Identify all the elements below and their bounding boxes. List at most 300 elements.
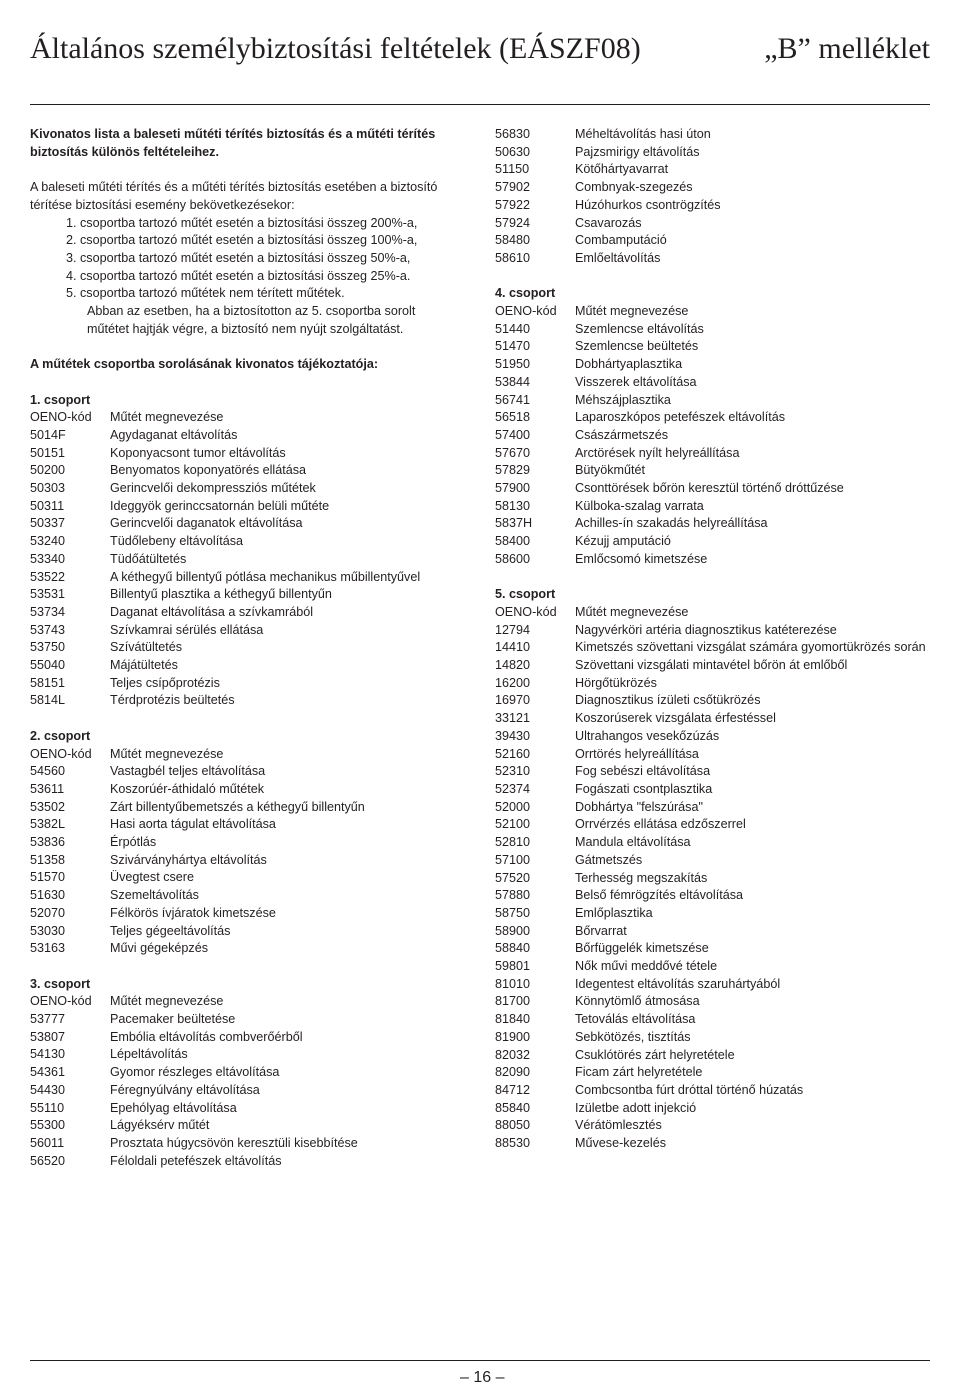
table-row: [495, 834, 935, 852]
procedure-name: Szivárványhártya eltávolítás: [110, 852, 267, 867]
code-column-header: OENO-kód: [30, 994, 92, 1009]
oeno-code: 50311: [30, 498, 65, 513]
procedure-name: Teljes csípőprotézis: [110, 675, 220, 690]
table-row: [495, 993, 935, 1011]
table-row: [495, 692, 935, 710]
procedure-name: Csavarozás: [575, 215, 642, 230]
procedure-name: Combnyak-szegezés: [575, 180, 693, 195]
oeno-code: 56518: [495, 410, 531, 425]
procedure-name: Gerincvelői daganatok eltávolítása: [110, 516, 303, 531]
procedure-name: Sebkötözés, tisztítás: [575, 1029, 691, 1044]
oeno-code: 58480: [495, 233, 531, 248]
procedure-name: Idegentest eltávolítás szaruhártyából: [575, 976, 781, 991]
table-row: [495, 126, 935, 144]
table-row: [495, 161, 935, 179]
table-row: [495, 746, 935, 764]
oeno-code: 58610: [495, 250, 531, 265]
table-row: [30, 1029, 450, 1047]
procedure-name: Izületbe adott injekció: [575, 1100, 697, 1115]
table-row: [495, 215, 935, 233]
procedure-name: Méheltávolítás hasi úton: [575, 127, 711, 141]
procedure-name: Dobhártya "felszúrása": [575, 799, 703, 814]
oeno-code: 58750: [495, 905, 531, 920]
oeno-code: 54560: [30, 764, 66, 779]
table-row: [30, 1011, 450, 1029]
oeno-code: 57922: [495, 197, 531, 212]
oeno-code: 58900: [495, 923, 531, 938]
procedure-name: Nők művi meddővé tétele: [575, 959, 718, 974]
table-row: [30, 1100, 450, 1118]
procedure-name: Emlőplasztika: [575, 905, 653, 920]
oeno-code: 53502: [30, 799, 66, 814]
procedure-name: Gátmetszés: [575, 852, 643, 867]
oeno-code: 52310: [495, 764, 531, 779]
procedure-name: Emlőcsomó kimetszése: [575, 551, 708, 566]
right-column: [495, 126, 935, 1153]
oeno-code: 57400: [495, 427, 531, 442]
group-title: 2. csoport: [30, 728, 91, 743]
oeno-code: 55110: [30, 1100, 65, 1115]
procedure-name: Hörgőtükrözés: [575, 675, 657, 690]
table-row: [30, 763, 450, 781]
table-row: [495, 197, 935, 215]
name-column-header: Műtét megnevezése: [575, 604, 689, 619]
table-row: [30, 675, 450, 693]
procedure-name: Orrvérzés ellátása edzőszerrel: [575, 817, 746, 832]
procedure-name: Pacemaker beültetése: [110, 1012, 236, 1027]
table-row: [495, 409, 935, 427]
procedure-name: Diagnosztikus ízületi csőtükrözés: [575, 693, 761, 708]
column-header-row: [30, 746, 450, 764]
table-row: [495, 1135, 935, 1153]
page-header: [30, 0, 930, 105]
table-row: [30, 940, 450, 958]
table-row: [30, 834, 450, 852]
column-header-row: [495, 604, 935, 622]
oeno-code: 53734: [30, 604, 66, 619]
procedure-name: Zárt billentyűbemetszés a kéthegyű billentyűn: [110, 799, 365, 814]
oeno-code: 5382L: [30, 817, 66, 832]
table-row: [495, 338, 935, 356]
oeno-code: 52100: [495, 817, 531, 832]
table-row: [30, 1082, 450, 1100]
oeno-code: 16970: [495, 693, 531, 708]
oeno-code: 56520: [30, 1153, 66, 1168]
oeno-code: 50630: [495, 144, 531, 159]
code-column-header: OENO-kód: [30, 746, 92, 761]
intro-heading: Kivonatos lista a baleseti műtéti térítés biztosítás és a műtéti térítés biztosítás különös feltételeihez.: [30, 127, 436, 159]
procedure-name: Szemlencse eltávolítás: [575, 321, 704, 336]
procedure-name: Pajzsmirigy eltávolítás: [575, 144, 700, 159]
table-row: [30, 639, 450, 657]
oeno-code: 50337: [30, 516, 66, 531]
table-row: [30, 462, 450, 480]
table-row: [495, 1029, 935, 1047]
procedure-name: Dobhártyaplasztika: [575, 357, 683, 372]
group-5: [495, 586, 935, 1153]
table-row: [495, 321, 935, 339]
oeno-code: 81010: [495, 976, 531, 991]
oeno-code: 88050: [495, 1118, 531, 1133]
table-row: [30, 1117, 450, 1135]
oeno-code: 53163: [30, 941, 66, 956]
table-row: [495, 710, 935, 728]
procedure-name: Koszorúér-áthidaló műtétek: [110, 781, 265, 796]
table-row: [30, 799, 450, 817]
oeno-code: 53611: [30, 781, 65, 796]
table-row: [30, 622, 450, 640]
oeno-code: 52160: [495, 746, 531, 761]
procedure-name: Kimetszés szövettani vizsgálat számára gyomortükrözés során: [575, 640, 926, 655]
table-row: [495, 852, 935, 870]
oeno-code: 54130: [30, 1047, 66, 1062]
oeno-code: 14410: [495, 640, 531, 655]
oeno-code: 82032: [495, 1047, 531, 1062]
table-row: [495, 374, 935, 392]
procedure-name: Embólia eltávolítás combverőérből: [110, 1029, 303, 1044]
rule-item: 4. csoportba tartozó műtét esetén a biztosítási összeg 25%-a.: [66, 268, 411, 283]
group-2: [30, 728, 450, 958]
oeno-code: 5837H: [495, 516, 533, 531]
procedure-name: Laparoszkópos petefészek eltávolítás: [575, 410, 786, 425]
procedure-name: Tüdőátültetés: [110, 551, 187, 566]
code-column-header: OENO-kód: [30, 410, 92, 425]
oeno-code: 51950: [495, 357, 531, 372]
procedure-name: Szemlencse beültetés: [575, 339, 699, 354]
table-row: [30, 923, 450, 941]
oeno-code: 54430: [30, 1082, 66, 1097]
table-row: [495, 427, 935, 445]
oeno-code: 57100: [495, 852, 531, 867]
procedure-name: Májátültetés: [110, 658, 178, 673]
table-row: [495, 179, 935, 197]
oeno-code: 53743: [30, 622, 66, 637]
table-row: [495, 923, 935, 941]
oeno-code: 53836: [30, 835, 66, 850]
procedure-name: Kötőhártyavarrat: [575, 162, 669, 177]
rule-item: 1. csoportba tartozó műtét esetén a biztosítási összeg 200%-a,: [66, 215, 418, 230]
table-row: [30, 569, 450, 587]
rule-item: 2. csoportba tartozó műtét esetén a biztosítási összeg 100%-a,: [66, 233, 418, 248]
table-row: [495, 958, 935, 976]
procedure-name: Epehólyag eltávolítása: [110, 1100, 237, 1115]
procedure-name: Gyomor részleges eltávolítása: [110, 1065, 280, 1080]
column-header-row: [30, 993, 450, 1011]
oeno-code: 52000: [495, 799, 531, 814]
procedure-name: Külboka-szalag varrata: [575, 498, 704, 513]
oeno-code: 56741: [495, 392, 531, 407]
code-column-header: OENO-kód: [495, 304, 557, 319]
procedure-name: Félkörös ívjáratok kimetszése: [110, 905, 276, 920]
procedure-name: Féloldali petefészek eltávolítás: [110, 1153, 282, 1168]
procedure-name: Orrtörés helyreállítása: [575, 746, 699, 761]
oeno-code: 53807: [30, 1029, 66, 1044]
procedure-name: Terhesség megszakítás: [575, 870, 708, 885]
oeno-code: 55300: [30, 1118, 66, 1133]
oeno-code: 57670: [495, 445, 531, 460]
oeno-code: 52810: [495, 835, 531, 850]
procedure-name: Térdprotézis beültetés: [110, 693, 235, 708]
oeno-code: 56011: [30, 1136, 65, 1150]
table-row: [30, 1064, 450, 1082]
oeno-code: 51470: [495, 339, 531, 354]
procedure-name: Szemeltávolítás: [110, 888, 199, 903]
oeno-code: 52070: [30, 905, 66, 920]
oeno-code: 57829: [495, 463, 531, 478]
procedure-name: Bütyökműtét: [575, 463, 645, 478]
oeno-code: 56830: [495, 127, 531, 141]
procedure-name: A kéthegyű billentyű pótlása mechanikus műbillentyűvel: [110, 569, 421, 584]
procedure-name: Bőrfüggelék kimetszése: [575, 941, 709, 956]
oeno-code: 51440: [495, 321, 531, 336]
table-row: [495, 462, 935, 480]
rule-note: Abban az esetben, ha a biztosítotton az 5. csoportba sorolt műtétet hajtják végre, a biztosító nem nyújt szolgáltatást.: [87, 304, 416, 336]
table-row: [495, 445, 935, 463]
name-column-header: Műtét megnevezése: [110, 410, 224, 425]
table-row: [30, 887, 450, 905]
table-row: [495, 1011, 935, 1029]
procedure-name: Ultrahangos vesekőzúzás: [575, 728, 720, 743]
oeno-code: 58840: [495, 941, 531, 956]
oeno-code: 5014F: [30, 427, 66, 442]
table-row: [30, 498, 450, 516]
left-column: [30, 126, 450, 1170]
oeno-code: 12794: [495, 622, 531, 637]
oeno-code: 58130: [495, 498, 531, 513]
table-row: [30, 480, 450, 498]
oeno-code: 50200: [30, 463, 66, 478]
procedure-name: Koponyacsont tumor eltávolítás: [110, 445, 286, 460]
table-row: [30, 852, 450, 870]
group-4: [495, 285, 935, 568]
procedure-name: Nagyvérköri artéria diagnosztikus katéterezése: [575, 622, 837, 637]
appendix-label: „B” melléklet: [764, 32, 930, 65]
column-header-row: [30, 409, 450, 427]
table-row: [495, 816, 935, 834]
table-row: [30, 1046, 450, 1064]
procedure-name: Agydaganat eltávolítás: [110, 427, 238, 442]
rule-item: 3. csoportba tartozó műtét esetén a biztosítási összeg 50%-a,: [66, 250, 411, 265]
procedure-name: Combcsontba fúrt dróttal történő húzatás: [575, 1082, 804, 1097]
procedure-name: Ficam zárt helyretétele: [575, 1065, 703, 1080]
procedure-name: Húzóhurkos csontrögzítés: [575, 197, 721, 212]
oeno-code: 84712: [495, 1082, 531, 1097]
table-row: [495, 250, 935, 268]
table-row: [30, 1153, 450, 1171]
table-row: [495, 1082, 935, 1100]
procedure-name: Fog sebészi eltávolítása: [575, 764, 711, 779]
table-row: [30, 515, 450, 533]
procedure-name: Művi gégeképzés: [110, 941, 209, 956]
procedure-name: Csuklótörés zárt helyretétele: [575, 1047, 735, 1062]
table-row: [30, 1135, 450, 1153]
table-row: [495, 1117, 935, 1135]
procedure-name: Koszorúserek vizsgálata érfestéssel: [575, 711, 776, 726]
table-row: [30, 445, 450, 463]
oeno-code: 53240: [30, 534, 66, 549]
oeno-code: 55040: [30, 658, 66, 673]
procedure-name: Vastagbél teljes eltávolítása: [110, 764, 266, 779]
oeno-code: 53030: [30, 923, 66, 938]
oeno-code: 51570: [30, 870, 66, 885]
oeno-code: 81840: [495, 1012, 531, 1027]
table-row: [495, 905, 935, 923]
oeno-code: 51150: [495, 162, 530, 177]
page-footer: [30, 1360, 930, 1387]
oeno-code: 53531: [30, 587, 66, 602]
group-1: [30, 392, 450, 711]
table-row: [495, 515, 935, 533]
table-row: [495, 799, 935, 817]
name-column-header: Műtét megnevezése: [110, 746, 224, 761]
table-row: [30, 905, 450, 923]
oeno-code: 81900: [495, 1029, 531, 1044]
oeno-code: 59801: [495, 959, 531, 974]
oeno-code: 58400: [495, 534, 531, 549]
procedure-name: Csonttörések bőrön keresztül történő dróttűzése: [575, 481, 844, 496]
section-heading: A műtétek csoportba sorolásának kivonatos tájékoztatója:: [30, 357, 379, 372]
oeno-code: 58151: [30, 675, 66, 690]
oeno-code: 57902: [495, 180, 531, 195]
oeno-code: 50151: [30, 445, 66, 460]
oeno-code: 82090: [495, 1065, 531, 1080]
table-row: [30, 816, 450, 834]
table-row: [495, 728, 935, 746]
oeno-code: 57520: [495, 870, 531, 885]
name-column-header: Műtét megnevezése: [110, 994, 224, 1009]
table-row: [30, 586, 450, 604]
group-title: 4. csoport: [495, 286, 556, 301]
procedure-name: Hasi aorta tágulat eltávolítása: [110, 817, 276, 832]
table-row: [30, 604, 450, 622]
table-row: [30, 427, 450, 445]
procedure-name: Szívátültetés: [110, 640, 183, 655]
procedure-name: Achilles-ín szakadás helyreállítása: [575, 516, 768, 531]
procedure-name: Daganat eltávolítása a szívkamrából: [110, 604, 314, 619]
procedure-name: Tetoválás eltávolítása: [575, 1012, 696, 1027]
oeno-code: 58600: [495, 551, 531, 566]
procedure-name: Szívkamrai sérülés ellátása: [110, 622, 264, 637]
oeno-code: 57880: [495, 888, 531, 903]
table-row: [495, 940, 935, 958]
name-column-header: Műtét megnevezése: [575, 304, 689, 319]
intro-paragraph: A baleseti műtéti térítés és a műtéti térítés biztosítás esetében a biztosító térítése biztosítási esemény bekövetkezésekor:: [30, 180, 438, 212]
table-row: [30, 692, 450, 710]
oeno-code: 14820: [495, 658, 531, 673]
procedure-name: Billentyű plasztika a kéthegyű billentyűn: [110, 587, 332, 602]
oeno-code: 53777: [30, 1012, 66, 1027]
table-row: [495, 356, 935, 374]
table-row: [495, 657, 935, 675]
oeno-code: 53844: [495, 374, 531, 389]
procedure-name: Fogászati csontplasztika: [575, 781, 713, 796]
document-title: Általános személybiztosítási feltételek (EÁSZF08): [30, 32, 641, 65]
procedure-name: Császármetszés: [575, 427, 669, 442]
procedure-name: Visszerek eltávolítása: [575, 374, 697, 389]
table-row: [495, 551, 935, 569]
table-row: [30, 551, 450, 569]
table-row: [30, 869, 450, 887]
group-title: 5. csoport: [495, 587, 556, 602]
table-row: [495, 675, 935, 693]
table-row: [495, 887, 935, 905]
group-3-part-2: [495, 126, 935, 268]
table-row: [495, 144, 935, 162]
oeno-code: 85840: [495, 1100, 531, 1115]
procedure-name: Prosztata húgycsövön keresztüli kisebbítése: [110, 1136, 358, 1150]
oeno-code: 53522: [30, 569, 66, 584]
table-row: [495, 622, 935, 640]
table-row: [495, 763, 935, 781]
procedure-name: Kézujj amputáció: [575, 534, 671, 549]
table-row: [495, 1100, 935, 1118]
oeno-code: 5814L: [30, 693, 66, 708]
procedure-name: Mandula eltávolítása: [575, 835, 691, 850]
oeno-code: 57900: [495, 481, 531, 496]
group-title: 1. csoport: [30, 392, 91, 407]
procedure-name: Benyomatos koponyatörés ellátása: [110, 463, 307, 478]
table-row: [495, 1064, 935, 1082]
procedure-name: Combamputáció: [575, 233, 667, 248]
table-row: [495, 870, 935, 888]
procedure-name: Lépeltávolítás: [110, 1047, 188, 1062]
oeno-code: 54361: [30, 1065, 66, 1080]
procedure-name: Arctörések nyílt helyreállítása: [575, 445, 740, 460]
table-row: [495, 232, 935, 250]
code-column-header: OENO-kód: [495, 604, 557, 619]
table-row: [495, 1047, 935, 1065]
oeno-code: 51358: [30, 852, 66, 867]
oeno-code: 39430: [495, 728, 531, 743]
rule-item: 5. csoportba tartozó műtétek nem térített műtétek.: [66, 286, 345, 301]
oeno-code: 16200: [495, 675, 531, 690]
reimbursement-rules: [30, 215, 450, 304]
table-row: [495, 781, 935, 799]
oeno-code: 57924: [495, 215, 531, 230]
table-row: [495, 498, 935, 516]
procedure-name: Bőrvarrat: [575, 923, 627, 938]
procedure-name: Féregnyúlvány eltávolítása: [110, 1082, 260, 1097]
oeno-code: 52374: [495, 781, 531, 796]
table-row: [495, 533, 935, 551]
oeno-code: 81700: [495, 994, 531, 1009]
oeno-code: 33121: [495, 711, 531, 726]
procedure-name: Méhszájplasztika: [575, 392, 671, 407]
table-row: [495, 639, 935, 657]
procedure-name: Művese-kezelés: [575, 1136, 666, 1151]
procedure-name: Vérátömlesztés: [575, 1118, 662, 1133]
procedure-name: Üvegtest csere: [110, 870, 194, 885]
group-3-part-1: [30, 976, 450, 1171]
procedure-name: Könnytömlő átmosása: [575, 994, 700, 1009]
procedure-name: Emlőeltávolítás: [575, 250, 661, 265]
procedure-name: Érpótlás: [110, 835, 157, 850]
oeno-code: 53750: [30, 640, 66, 655]
procedure-name: Ideggyök gerinccsatornán belüli műtéte: [110, 498, 330, 513]
procedure-name: Teljes gégeeltávolítás: [110, 923, 231, 938]
table-row: [30, 533, 450, 551]
table-row: [30, 657, 450, 675]
procedure-name: Szövettani vizsgálati mintavétel bőrön át emlőből: [575, 658, 848, 673]
table-row: [495, 392, 935, 410]
page-number: – 16 –: [460, 1369, 505, 1386]
procedure-name: Gerincvelői dekompressziós műtétek: [110, 481, 316, 496]
group-title: 3. csoport: [30, 976, 91, 991]
oeno-code: 53340: [30, 551, 66, 566]
oeno-code: 88530: [495, 1136, 531, 1151]
procedure-name: Belső fémrögzítés eltávolítása: [575, 888, 743, 903]
table-row: [30, 781, 450, 799]
